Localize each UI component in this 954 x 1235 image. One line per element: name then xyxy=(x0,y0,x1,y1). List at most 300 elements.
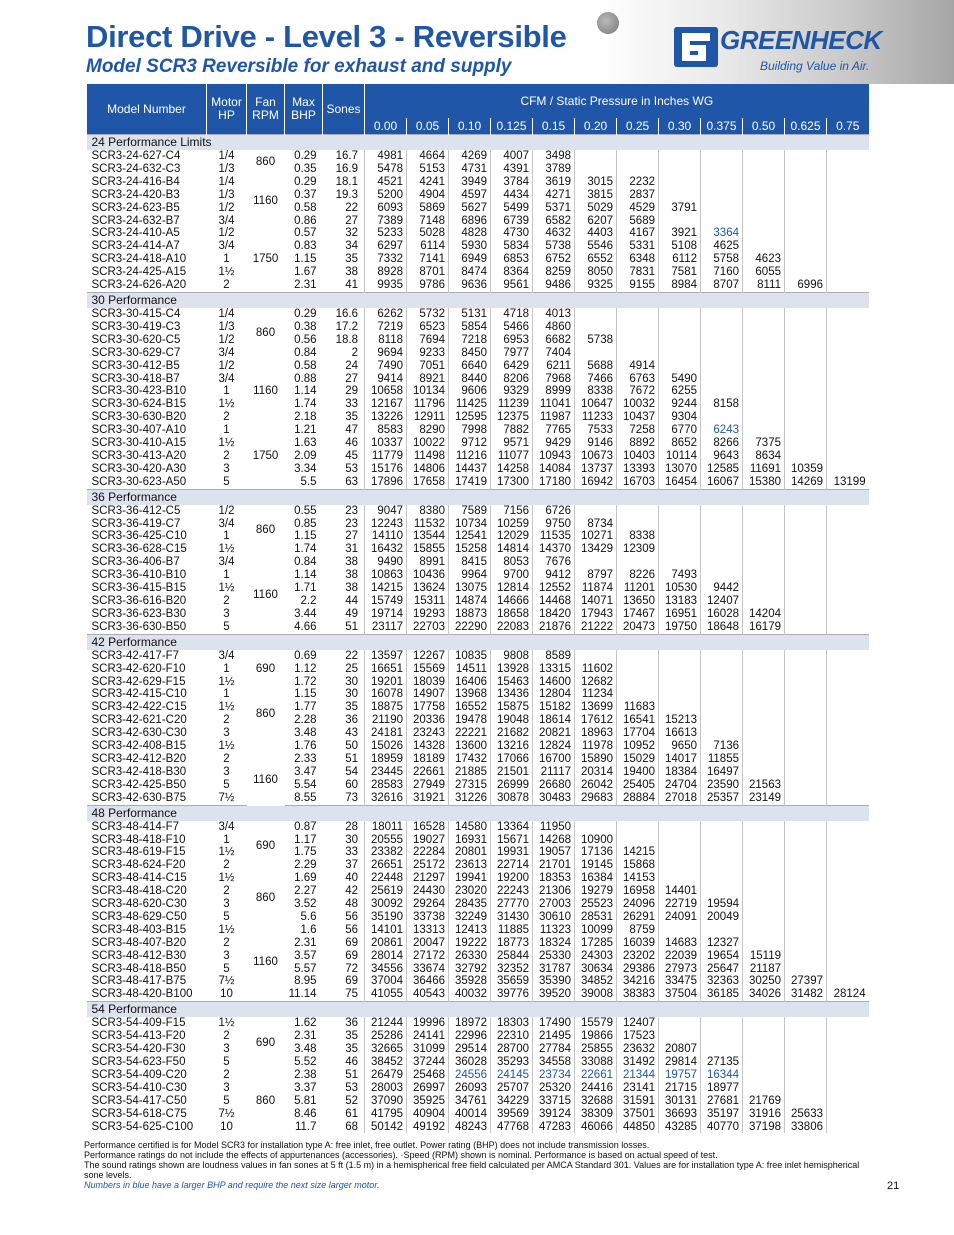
cfm-value: 7589 xyxy=(449,505,491,518)
cfm-value: 21190 xyxy=(365,714,407,727)
model-number: SCR3-24-414-A7 xyxy=(91,240,180,253)
cfm-value xyxy=(743,308,785,321)
cfm-value xyxy=(785,834,827,847)
table-row xyxy=(87,663,869,676)
cfm-value: 6243 xyxy=(701,424,743,437)
sones: 46 xyxy=(323,1056,365,1069)
cfm-value: 2232 xyxy=(617,176,659,189)
cfm-value: 15182 xyxy=(533,701,575,714)
cfm-value xyxy=(743,373,785,386)
cfm-value: 34556 xyxy=(365,963,407,976)
cfm-value: 8111 xyxy=(743,279,785,292)
cfm-value: 39520 xyxy=(533,988,575,1001)
cfm-value: 7136 xyxy=(701,740,743,753)
cfm-value xyxy=(743,885,785,898)
cfm-value xyxy=(785,1043,827,1056)
cfm-value xyxy=(617,163,659,176)
cfm-value xyxy=(743,424,785,437)
max-bhp: 0.58 xyxy=(294,201,317,214)
cfm-value: 7160 xyxy=(701,266,743,279)
page-title: Direct Drive - Level 3 - Reversible xyxy=(86,19,567,54)
cfm-value: 11602 xyxy=(575,663,617,676)
cfm-value: 29814 xyxy=(659,1056,701,1069)
max-bhp: 2.09 xyxy=(294,449,317,462)
max-bhp: 0.55 xyxy=(294,504,317,517)
motor-hp: 1 xyxy=(223,662,230,675)
cfm-value xyxy=(743,595,785,608)
cfm-value: 3498 xyxy=(533,150,575,163)
fan-rpm: 860 xyxy=(255,327,276,340)
cfm-value xyxy=(701,834,743,847)
cfm-value: 12243 xyxy=(365,518,407,531)
cfm-value: 28003 xyxy=(365,1082,407,1095)
cfm-value xyxy=(743,240,785,253)
cfm-value xyxy=(659,215,701,228)
motor-hp: 3/4 xyxy=(218,556,235,569)
cfm-value: 5466 xyxy=(491,321,533,334)
cfm-value xyxy=(785,1095,827,1108)
fan-rpm: 860 xyxy=(255,156,276,169)
cfm-value: 5371 xyxy=(533,202,575,215)
cfm-value: 37501 xyxy=(617,1108,659,1121)
cfm-value xyxy=(575,321,617,334)
cfm-value: 24091 xyxy=(659,911,701,924)
model-number: SCR3-48-620-C30 xyxy=(91,898,187,911)
cfm-value: 12552 xyxy=(533,582,575,595)
cfm-value xyxy=(743,530,785,543)
cfm-value: 46066 xyxy=(575,1121,617,1134)
motor-hp: 3 xyxy=(223,607,230,620)
cfm-value: 44850 xyxy=(617,1121,659,1134)
cfm-value: 23632 xyxy=(617,1043,659,1056)
cfm-value: 34026 xyxy=(743,988,785,1001)
sones: 27 xyxy=(323,373,365,386)
cfm-value: 8707 xyxy=(701,279,743,292)
cfm-value xyxy=(701,215,743,228)
cfm-value: 31482 xyxy=(785,988,827,1001)
cfm-value xyxy=(827,688,869,701)
cfm-value: 4664 xyxy=(407,150,449,163)
cfm-value xyxy=(659,859,701,872)
cfm-value xyxy=(743,676,785,689)
cfm-value: 36466 xyxy=(407,975,449,988)
motor-hp: 1 xyxy=(223,385,230,398)
table-row xyxy=(87,253,869,266)
cfm-value: 15119 xyxy=(743,950,785,963)
cfm-value xyxy=(827,334,869,347)
cfm-value xyxy=(827,530,869,543)
cfm-value: 17066 xyxy=(491,753,533,766)
cfm-value: 14511 xyxy=(449,663,491,676)
cfm-value xyxy=(827,266,869,279)
cfm-value xyxy=(659,150,701,163)
cfm-value xyxy=(827,740,869,753)
motor-hp: 1½ xyxy=(218,701,235,714)
cfm-value: 8797 xyxy=(575,569,617,582)
cfm-value: 16432 xyxy=(365,543,407,556)
sones: 47 xyxy=(323,424,365,437)
sones: 72 xyxy=(323,963,365,976)
cfm-value: 21187 xyxy=(743,963,785,976)
cfm-value: 18972 xyxy=(449,1017,491,1030)
cfm-value: 28014 xyxy=(365,950,407,963)
cfm-value: 23243 xyxy=(407,727,449,740)
cfm-value: 8226 xyxy=(617,569,659,582)
cfm-value: 16384 xyxy=(575,872,617,885)
model-number: SCR3-36-425-C10 xyxy=(91,530,187,543)
cfm-value: 10337 xyxy=(365,437,407,450)
cfm-value: 6853 xyxy=(491,253,533,266)
cfm-value xyxy=(785,373,827,386)
cfm-value xyxy=(785,347,827,360)
cfm-value xyxy=(701,872,743,885)
cfm-value: 5738 xyxy=(533,240,575,253)
cfm-value: 21682 xyxy=(491,727,533,740)
table-row xyxy=(87,385,869,398)
fan-rpm: 860 xyxy=(255,1094,276,1107)
max-bhp: 1.63 xyxy=(294,437,317,450)
sones: 33 xyxy=(323,398,365,411)
cfm-value: 26680 xyxy=(533,779,575,792)
cfm-value: 6682 xyxy=(533,334,575,347)
cfm-value: 15868 xyxy=(617,859,659,872)
cfm-value xyxy=(827,963,869,976)
cfm-value: 14806 xyxy=(407,463,449,476)
cfm-value: 16942 xyxy=(575,476,617,489)
sones: 49 xyxy=(323,608,365,621)
cfm-value: 15176 xyxy=(365,463,407,476)
motor-hp: 7½ xyxy=(218,791,235,804)
cfm-value: 6055 xyxy=(743,266,785,279)
cfm-value: 28124 xyxy=(827,988,869,1001)
cfm-value: 17523 xyxy=(617,1030,659,1043)
cfm-value: 19714 xyxy=(365,608,407,621)
cfm-value: 41795 xyxy=(365,1108,407,1121)
cfm-value xyxy=(743,898,785,911)
brand-tagline: Building Value in Air. xyxy=(760,59,870,73)
cfm-value: 30878 xyxy=(491,792,533,805)
motor-hp: 10 xyxy=(220,1120,233,1133)
table-row xyxy=(87,1069,869,1082)
cfm-value xyxy=(701,373,743,386)
cfm-value xyxy=(785,885,827,898)
fan-rpm: 860 xyxy=(255,891,276,904)
cfm-value xyxy=(785,714,827,727)
cfm-value: 17490 xyxy=(533,1017,575,1030)
group-row xyxy=(87,1002,869,1018)
cfm-value: 13650 xyxy=(617,595,659,608)
sones: 2 xyxy=(323,347,365,360)
motor-hp: 3 xyxy=(223,462,230,475)
model-number: SCR3-30-420-A30 xyxy=(91,462,187,475)
cfm-value xyxy=(575,150,617,163)
max-bhp: 1.62 xyxy=(294,1017,317,1030)
motor-hp: 1/2 xyxy=(218,227,235,240)
cfm-value: 23117 xyxy=(365,621,407,634)
cfm-value: 38452 xyxy=(365,1056,407,1069)
cfm-value: 11683 xyxy=(617,701,659,714)
sones: 35 xyxy=(323,1030,365,1043)
sones: 40 xyxy=(323,872,365,885)
cfm-value xyxy=(701,885,743,898)
cfm-value xyxy=(785,505,827,518)
model-number: SCR3-24-623-B5 xyxy=(91,201,180,214)
cfm-value xyxy=(827,701,869,714)
model-number: SCR3-30-624-B15 xyxy=(91,398,187,411)
motor-hp: 1 xyxy=(223,569,230,582)
cfm-value: 7466 xyxy=(575,373,617,386)
cfm-value xyxy=(701,924,743,937)
cfm-value: 7882 xyxy=(491,424,533,437)
cfm-value xyxy=(785,650,827,663)
cfm-value: 19757 xyxy=(659,1069,701,1082)
cfm-value: 8050 xyxy=(575,266,617,279)
motor-hp: 1½ xyxy=(218,266,235,279)
cfm-value xyxy=(743,569,785,582)
table-row xyxy=(87,834,869,847)
cfm-value: 11216 xyxy=(449,450,491,463)
cfm-value: 8440 xyxy=(449,373,491,386)
cfm-value: 23149 xyxy=(743,792,785,805)
model-number: SCR3-30-623-A50 xyxy=(91,475,187,488)
model-number: SCR3-42-408-B15 xyxy=(91,740,187,753)
page-number: 21 xyxy=(887,1180,900,1192)
header-sp-0: 0.00 xyxy=(365,118,407,135)
group-label: 24 Performance Limits xyxy=(87,135,869,151)
group-label: 42 Performance xyxy=(87,634,869,650)
sones: 52 xyxy=(323,1095,365,1108)
sones: 73 xyxy=(323,792,365,805)
model-number: SCR3-36-415-B15 xyxy=(91,582,187,595)
cfm-value xyxy=(785,227,827,240)
cfm-value xyxy=(617,308,659,321)
cfm-value: 5738 xyxy=(575,334,617,347)
sones: 30 xyxy=(323,834,365,847)
cfm-value xyxy=(785,898,827,911)
model-number: SCR3-24-418-A10 xyxy=(91,253,187,266)
cfm-value: 7375 xyxy=(743,437,785,450)
sones: 23 xyxy=(323,505,365,518)
cfm-value: 25633 xyxy=(785,1108,827,1121)
header-sp-3: 0.125 xyxy=(491,118,533,135)
cfm-value: 50142 xyxy=(365,1121,407,1134)
cfm-value xyxy=(827,714,869,727)
fan-rpm: 860 xyxy=(255,707,276,720)
sones: 38 xyxy=(323,582,365,595)
cfm-value: 16078 xyxy=(365,688,407,701)
max-bhp: 1.69 xyxy=(294,872,317,885)
performance-table xyxy=(86,84,869,1133)
cfm-value: 37198 xyxy=(743,1121,785,1134)
cfm-value xyxy=(701,821,743,834)
cfm-value: 27770 xyxy=(491,898,533,911)
cfm-value: 27172 xyxy=(407,950,449,963)
max-bhp: 3.48 xyxy=(294,727,317,740)
cfm-value: 15380 xyxy=(743,476,785,489)
cfm-value: 20861 xyxy=(365,937,407,950)
table-row xyxy=(87,1082,869,1095)
cfm-value xyxy=(743,846,785,859)
cfm-value: 11779 xyxy=(365,450,407,463)
cfm-value xyxy=(701,321,743,334)
cfm-value: 31492 xyxy=(617,1056,659,1069)
cfm-value: 27003 xyxy=(533,898,575,911)
cfm-value: 16067 xyxy=(701,476,743,489)
motor-hp: 3 xyxy=(223,1081,230,1094)
motor-hp: 2 xyxy=(223,411,230,424)
cfm-value: 27949 xyxy=(407,779,449,792)
cfm-value: 4597 xyxy=(449,189,491,202)
model-number: SCR3-42-418-B30 xyxy=(91,765,187,778)
table-row xyxy=(87,556,869,569)
cfm-value: 5930 xyxy=(449,240,491,253)
sones: 35 xyxy=(323,253,365,266)
cfm-value: 12541 xyxy=(449,530,491,543)
sones: 19.3 xyxy=(323,189,365,202)
cfm-value: 7533 xyxy=(575,424,617,437)
cfm-value: 11425 xyxy=(449,398,491,411)
cfm-value: 4007 xyxy=(491,150,533,163)
cfm-value: 18873 xyxy=(449,608,491,621)
cfm-value: 8991 xyxy=(407,556,449,569)
cfm-value: 33738 xyxy=(407,911,449,924)
cfm-value xyxy=(659,846,701,859)
cfm-value: 6093 xyxy=(365,202,407,215)
cfm-value: 31787 xyxy=(533,963,575,976)
cfm-value xyxy=(827,1095,869,1108)
cfm-value xyxy=(659,688,701,701)
cfm-value xyxy=(785,1056,827,1069)
motor-hp: 2 xyxy=(223,859,230,872)
motor-hp: 1½ xyxy=(218,437,235,450)
cfm-value: 26651 xyxy=(365,859,407,872)
sones: 34 xyxy=(323,240,365,253)
cfm-value: 26999 xyxy=(491,779,533,792)
cfm-value: 7765 xyxy=(533,424,575,437)
cfm-value xyxy=(827,821,869,834)
cfm-value: 3815 xyxy=(575,189,617,202)
cfm-value: 16958 xyxy=(617,885,659,898)
cfm-value: 8759 xyxy=(617,924,659,937)
cfm-value: 16406 xyxy=(449,676,491,689)
cfm-value: 11987 xyxy=(533,411,575,424)
cfm-value: 6953 xyxy=(491,334,533,347)
cfm-value: 9650 xyxy=(659,740,701,753)
cfm-value: 16344 xyxy=(701,1069,743,1082)
table-row xyxy=(87,1030,869,1043)
cfm-value: 5200 xyxy=(365,189,407,202)
model-number: SCR3-48-629-C50 xyxy=(91,910,187,923)
model-number: SCR3-42-630-B75 xyxy=(91,791,187,804)
cfm-value: 19594 xyxy=(701,898,743,911)
cfm-value: 22703 xyxy=(407,621,449,634)
model-number: SCR3-30-423-B10 xyxy=(91,385,187,398)
cfm-value: 22661 xyxy=(575,1069,617,1082)
cfm-value: 26042 xyxy=(575,779,617,792)
cfm-value xyxy=(827,663,869,676)
max-bhp: 1.14 xyxy=(294,385,317,398)
sones: 68 xyxy=(323,1121,365,1134)
cfm-value xyxy=(701,385,743,398)
cfm-value xyxy=(785,321,827,334)
motor-hp: 2 xyxy=(223,1030,230,1043)
max-bhp: 1.77 xyxy=(294,701,317,714)
cfm-value: 24416 xyxy=(575,1082,617,1095)
table-row xyxy=(87,988,869,1001)
footnote-appurtenances: Performance ratings do not include the effects of appurtenances (accessories). ·Speed (RPM) shown is nominal. Performance is based on actual speed of test. xyxy=(84,1150,718,1160)
max-bhp: 8.95 xyxy=(294,975,317,988)
header-cfm-static-pressure: CFM / Static Pressure in Inches WG xyxy=(365,84,869,118)
cfm-value: 27973 xyxy=(659,963,701,976)
cfm-value: 10359 xyxy=(785,463,827,476)
cfm-value: 13699 xyxy=(575,701,617,714)
cfm-value: 20555 xyxy=(365,834,407,847)
cfm-value: 18324 xyxy=(533,937,575,950)
sones: 69 xyxy=(323,950,365,963)
cfm-value: 14268 xyxy=(533,834,575,847)
motor-hp: 1/4 xyxy=(218,175,235,188)
model-number: SCR3-48-414-F7 xyxy=(91,820,180,833)
table-row xyxy=(87,924,869,937)
cfm-value: 13968 xyxy=(449,688,491,701)
cfm-value: 9643 xyxy=(701,450,743,463)
max-bhp: 3.37 xyxy=(294,1081,317,1094)
cfm-value: 25286 xyxy=(365,1030,407,1043)
fan-rpm: 690 xyxy=(255,839,276,852)
cfm-value xyxy=(743,753,785,766)
model-number: SCR3-48-624-F20 xyxy=(91,859,186,872)
cfm-value: 7258 xyxy=(617,424,659,437)
cfm-value: 4013 xyxy=(533,308,575,321)
cfm-value: 31591 xyxy=(617,1095,659,1108)
table-row xyxy=(87,163,869,176)
cfm-value: 6207 xyxy=(575,215,617,228)
cfm-value: 29514 xyxy=(449,1043,491,1056)
cfm-value: 20821 xyxy=(533,727,575,740)
motor-hp: 3/4 xyxy=(218,346,235,359)
cfm-value: 14328 xyxy=(407,740,449,753)
model-number: SCR3-24-632-B7 xyxy=(91,214,180,227)
cfm-value: 9325 xyxy=(575,279,617,292)
cfm-value: 19750 xyxy=(659,621,701,634)
cfm-value: 12824 xyxy=(533,740,575,753)
cfm-value xyxy=(743,937,785,950)
table-row xyxy=(87,176,869,189)
motor-hp: 3 xyxy=(223,727,230,740)
cfm-value xyxy=(785,872,827,885)
cfm-value: 19145 xyxy=(575,859,617,872)
model-number: SCR3-42-415-C10 xyxy=(91,688,187,701)
cfm-value: 19400 xyxy=(617,766,659,779)
max-bhp: 5.81 xyxy=(294,1094,317,1107)
cfm-value xyxy=(701,727,743,740)
cfm-value: 19048 xyxy=(491,714,533,727)
cfm-value: 7998 xyxy=(449,424,491,437)
table-row xyxy=(87,1043,869,1056)
footnote-blue-numbers: Numbers in blue have a larger BHP and require the next size larger motor. xyxy=(84,1180,380,1190)
model-number: SCR3-54-409-C20 xyxy=(91,1068,187,1081)
cfm-value: 9571 xyxy=(491,437,533,450)
motor-hp: 3/4 xyxy=(218,649,235,662)
cfm-value: 12309 xyxy=(617,543,659,556)
cfm-value: 4860 xyxy=(533,321,575,334)
max-bhp: 8.46 xyxy=(294,1107,317,1120)
cfm-value xyxy=(659,334,701,347)
cfm-value xyxy=(827,450,869,463)
sones: 69 xyxy=(323,937,365,950)
cfm-value: 12911 xyxy=(407,411,449,424)
cfm-value: 23734 xyxy=(533,1069,575,1082)
